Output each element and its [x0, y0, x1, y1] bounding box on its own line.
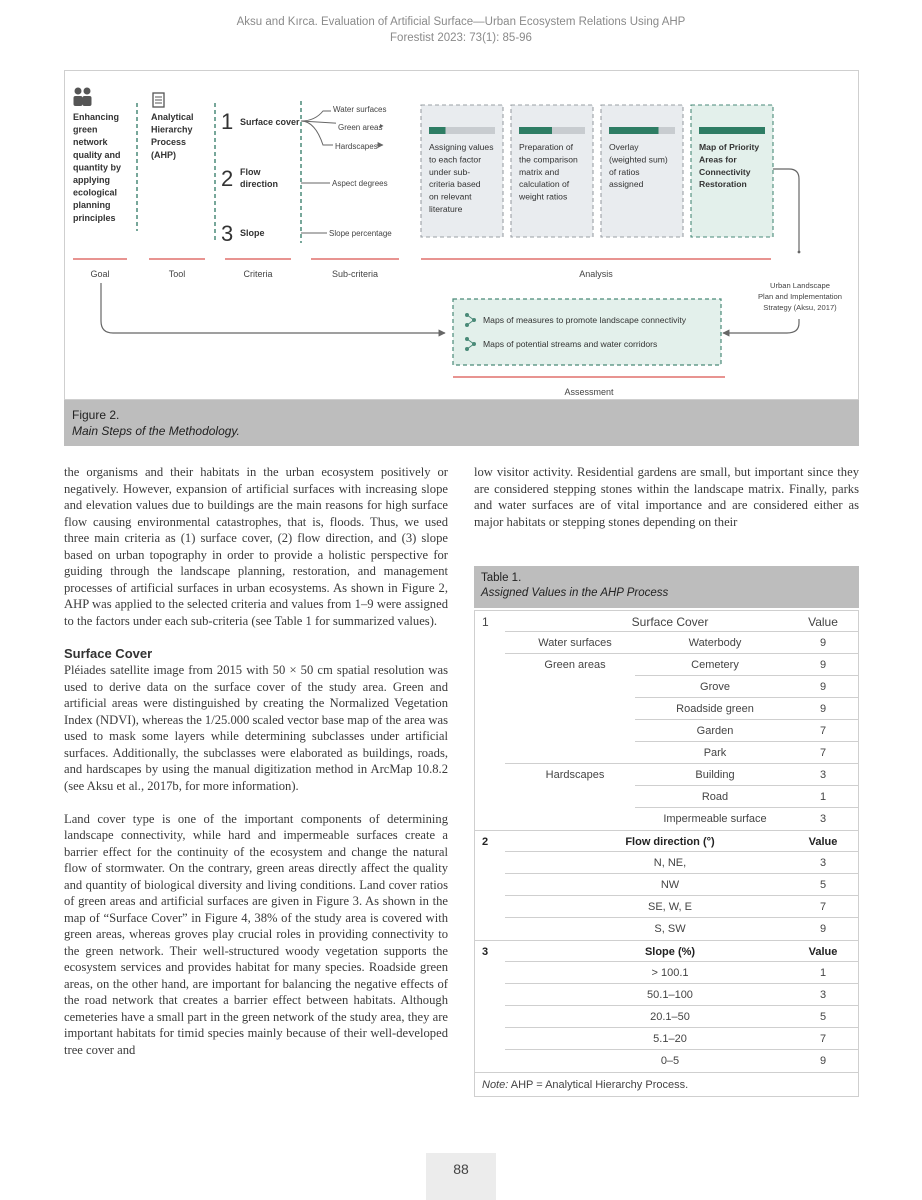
subcriterion-cell: Water surfaces	[538, 637, 612, 649]
table-caption-title: Table 1.	[481, 572, 522, 584]
analysis-box-3	[601, 105, 683, 237]
analysis-box-1	[421, 105, 503, 237]
table-row	[475, 632, 858, 654]
figure-caption-subtitle: Main Steps of the Methodology.	[72, 424, 240, 438]
strategy-reference: Urban Landscape Plan and Implementation Strategy (Aksu, 2017)	[757, 281, 843, 312]
analysis-boxes	[421, 105, 773, 237]
table-row	[475, 676, 858, 698]
table-note-label: Note:	[482, 1079, 509, 1091]
criterion-1-label: Surface cover	[240, 117, 300, 127]
table-row	[475, 764, 858, 786]
table-row	[475, 918, 858, 940]
value-cell: 1	[819, 791, 827, 803]
assessment-item-connectivity: Maps of measures to promote landscape connectivity	[483, 315, 687, 325]
assessment-box	[453, 299, 721, 365]
table-section-header	[475, 610, 858, 632]
section-title: Flow direction (°)	[625, 836, 715, 848]
factor-cell: Impermeable surface	[663, 813, 767, 825]
factor-cell: Roadside green	[676, 703, 754, 715]
criterion-3-number: 3	[221, 221, 234, 246]
value-header: Value	[808, 615, 838, 629]
table-caption	[474, 566, 859, 608]
analysis-box-text: Map of Priority Areas for Connectivity Restoration	[699, 142, 760, 190]
subcriterion-green-areas: Green areas	[338, 123, 383, 132]
document-icon	[153, 93, 164, 107]
subcriterion-cell: Hardscapes	[545, 769, 605, 781]
table-1	[474, 566, 859, 1097]
value-cell: 3	[819, 769, 827, 781]
table-row	[475, 874, 858, 896]
value-cell: 9	[819, 1055, 827, 1067]
table-section-header	[475, 940, 858, 962]
section-heading-surface-cover: Surface Cover	[64, 645, 153, 661]
progress-fill	[519, 127, 552, 134]
table-row	[475, 742, 858, 764]
table-section-header	[475, 830, 858, 852]
subcriterion-cell	[513, 786, 637, 808]
analysis-box-4	[691, 105, 773, 237]
table-row	[475, 984, 858, 1006]
criterion-3-label: Slope	[240, 228, 265, 238]
page-number: 88	[426, 1153, 496, 1200]
value-cell: 3	[819, 989, 827, 1001]
value-cell: 3	[819, 857, 827, 869]
table-row	[475, 852, 858, 874]
factor-cell: Grove	[700, 681, 730, 693]
value-header: Value	[808, 946, 838, 958]
stage-label-goal: Goal	[90, 269, 110, 279]
table-row	[475, 1028, 858, 1050]
value-cell: 3	[819, 813, 827, 825]
value-cell: 9	[819, 703, 827, 715]
factor-cell: SE, W, E	[647, 901, 692, 913]
table-row	[475, 1006, 858, 1028]
factor-cell: Park	[703, 747, 727, 759]
table-row	[475, 1050, 858, 1072]
value-cell: 9	[819, 681, 827, 693]
value-cell: 7	[819, 1033, 827, 1045]
section-number: 3	[482, 946, 489, 958]
value-cell: 7	[819, 725, 827, 737]
subcriterion-slope-percentage: Slope percentage	[329, 229, 392, 238]
value-cell: 9	[819, 637, 827, 649]
tool-text: Analytical Hierarchy Process (AHP)	[151, 112, 194, 160]
stage-label-tool: Tool	[168, 269, 186, 279]
subcriterion-cell: Green areas	[544, 659, 606, 671]
table-row	[475, 698, 858, 720]
stage-label-analysis: Analysis	[579, 269, 613, 279]
value-cell: 5	[819, 1011, 827, 1023]
value-header: Value	[808, 836, 838, 848]
factor-cell: 20.1–50	[650, 1011, 690, 1023]
factor-cell: Waterbody	[688, 637, 742, 649]
subcriterion-cell	[513, 808, 637, 830]
analysis-box-text: Preparation of the comparison matrix and calculation of weight ratios	[519, 142, 578, 202]
subcriterion-cell	[513, 676, 637, 698]
analysis-box-2	[511, 105, 593, 237]
factor-cell: > 100.1	[651, 967, 689, 979]
value-cell: 1	[819, 967, 827, 979]
factor-cell: Building	[695, 769, 735, 781]
table-row	[475, 962, 858, 984]
table-row	[475, 720, 858, 742]
methodology-figure	[64, 70, 859, 400]
running-head	[0, 14, 922, 46]
table-row	[475, 654, 858, 676]
table-row	[475, 786, 858, 808]
progress-fill	[609, 127, 659, 134]
table-note	[475, 1072, 858, 1096]
factor-cell: Cemetery	[691, 659, 739, 671]
factor-cell: NW	[660, 879, 680, 891]
progress-fill	[429, 127, 446, 134]
table-note-text: AHP = Analytical Hierarchy Process.	[508, 1079, 689, 1091]
value-cell: 7	[819, 901, 827, 913]
factor-cell: 5.1–20	[653, 1033, 687, 1045]
running-head-journal: Forestist 2023: 73(1): 85-96	[390, 32, 532, 44]
paragraph: Pléiades satellite image from 2015 with 50 × 50 cm spatial resolution was used to derive data on the surface cover of the study area. Green and artificial areas were distinguished by creating the Normalized Vegetation Index (NDVI), whereas the 1/25.000 scaled vector base map of the area was used to mask some layers while determining subclasses under artificial surfaces. Additionally, the subclasses were elaborated as buildings, roads, and hardscapes by using the manual digitization method in ArcMap 10.8.2 (see Aksu et al., 2017b, for more information).	[64, 663, 448, 793]
paragraph: Land cover type is one of the important components of determining landscape connectivity, while hard and impermeable surfaces create a barrier effect for the continuity of the ecosystem and change the natural flow of stormwater. On the contrary, green areas directly affect the quality and quantity of biological diversity and living conditions. Land cover ratios of green areas and artificial surfaces are given in Figure 3. As shown in the map of “Surface Cover” in Figure 4, 38% of the study area is covered with green areas, whereas groves play crucial roles in providing connectivity to the green network. Their well-structured woody vegetation supports the ecosystem services and provides habitat for many species. Roadside green areas, on the other hand, are important for balancing the negative effects of the road network that creates a barrier effect between habitats. Although cemeteries have a small part in the green network of the study area, they are important habitats for timid species mainly because of their well-developed tree cover and	[64, 811, 448, 1057]
stage-label-criteria: Criteria	[243, 269, 273, 279]
people-icon	[74, 88, 92, 107]
criterion-2-label: Flow direction	[240, 167, 279, 189]
paragraph: the organisms and their habitats in the urban ecosystem positively or negatively. However, expansion of artificial surfaces with increasing slope and elevation values due to buildings are the main reasons for high surface flow causing environmental catastrophes, that is, floods. Thus, we used three main criteria as (1) surface cover, (2) flow direction, and (3) slope based on urban topography in order to provide a holistic perspective for guiding through the landscape planning, restoration, and management processes of artificial surfaces in urban ecosystems. As shown in Figure 2, AHP was applied to the selected criteria and values from 1–9 were assigned to the factors under each sub-criteria (see Table 1 for summarized values).	[64, 465, 448, 628]
stage-label-subcriteria: Sub-criteria	[331, 269, 379, 279]
value-cell: 9	[819, 923, 827, 935]
value-cell: 9	[819, 659, 827, 671]
criterion-1-number: 1	[221, 109, 234, 134]
progress-fill	[699, 127, 765, 134]
factor-cell: S, SW	[654, 923, 686, 935]
section-number: 1	[482, 615, 489, 629]
assessment-item-streams: Maps of potential streams and water corridors	[483, 339, 658, 349]
factor-cell: Garden	[696, 725, 734, 737]
ahp-values-table	[474, 610, 859, 1097]
running-head-authors: Aksu and Kırca. Evaluation of Artificial Surface—Urban Ecosystem Relations Using AHP	[236, 16, 686, 28]
value-cell: 5	[819, 879, 827, 891]
factor-cell: 50.1–100	[647, 989, 693, 1001]
subcriterion-cell	[513, 720, 637, 742]
value-cell: 7	[819, 747, 827, 759]
subcriterion-hardscapes: Hardscapes	[335, 142, 378, 151]
figure-caption	[64, 400, 859, 446]
goal-text: Enhancing green network quality and quantity by applying ecological planning principles	[73, 112, 122, 223]
section-title: Surface Cover	[631, 615, 709, 629]
factor-cell: N, NE,	[653, 857, 687, 869]
analysis-box-text: Assigning values to each factor under sub-criteria based on relevant literature	[429, 142, 494, 214]
table-row	[475, 896, 858, 918]
factor-cell: Road	[701, 791, 729, 803]
right-column	[474, 464, 859, 547]
paragraph: low visitor activity. Residential gardens are small, but important since they are considered stepping stones within the landscape matrix. Finally, parks and water surfaces are of vital importance and are considered either as major habitats or stepping stones depending on their	[474, 465, 859, 529]
subcriterion-cell	[513, 742, 637, 764]
stage-label-assessment: Assessment	[564, 387, 614, 397]
factor-cell: 0–5	[660, 1055, 680, 1067]
criterion-2-number: 2	[221, 166, 234, 191]
table-caption-subtitle: Assigned Values in the AHP Process	[481, 587, 669, 599]
figure-caption-title: Figure 2.	[72, 408, 120, 422]
left-column	[64, 464, 448, 1075]
section-number: 2	[482, 836, 489, 848]
analysis-box-text: Overlay (weighted sum) of ratios assigned	[609, 142, 668, 190]
methodology-diagram	[65, 71, 860, 401]
table-row	[475, 808, 858, 830]
section-title: Slope (%)	[644, 946, 696, 958]
subcriterion-water-surfaces: Water surfaces	[333, 105, 387, 114]
subcriterion-aspect-degrees: Aspect degrees	[332, 179, 388, 188]
subcriterion-cell	[513, 698, 637, 720]
